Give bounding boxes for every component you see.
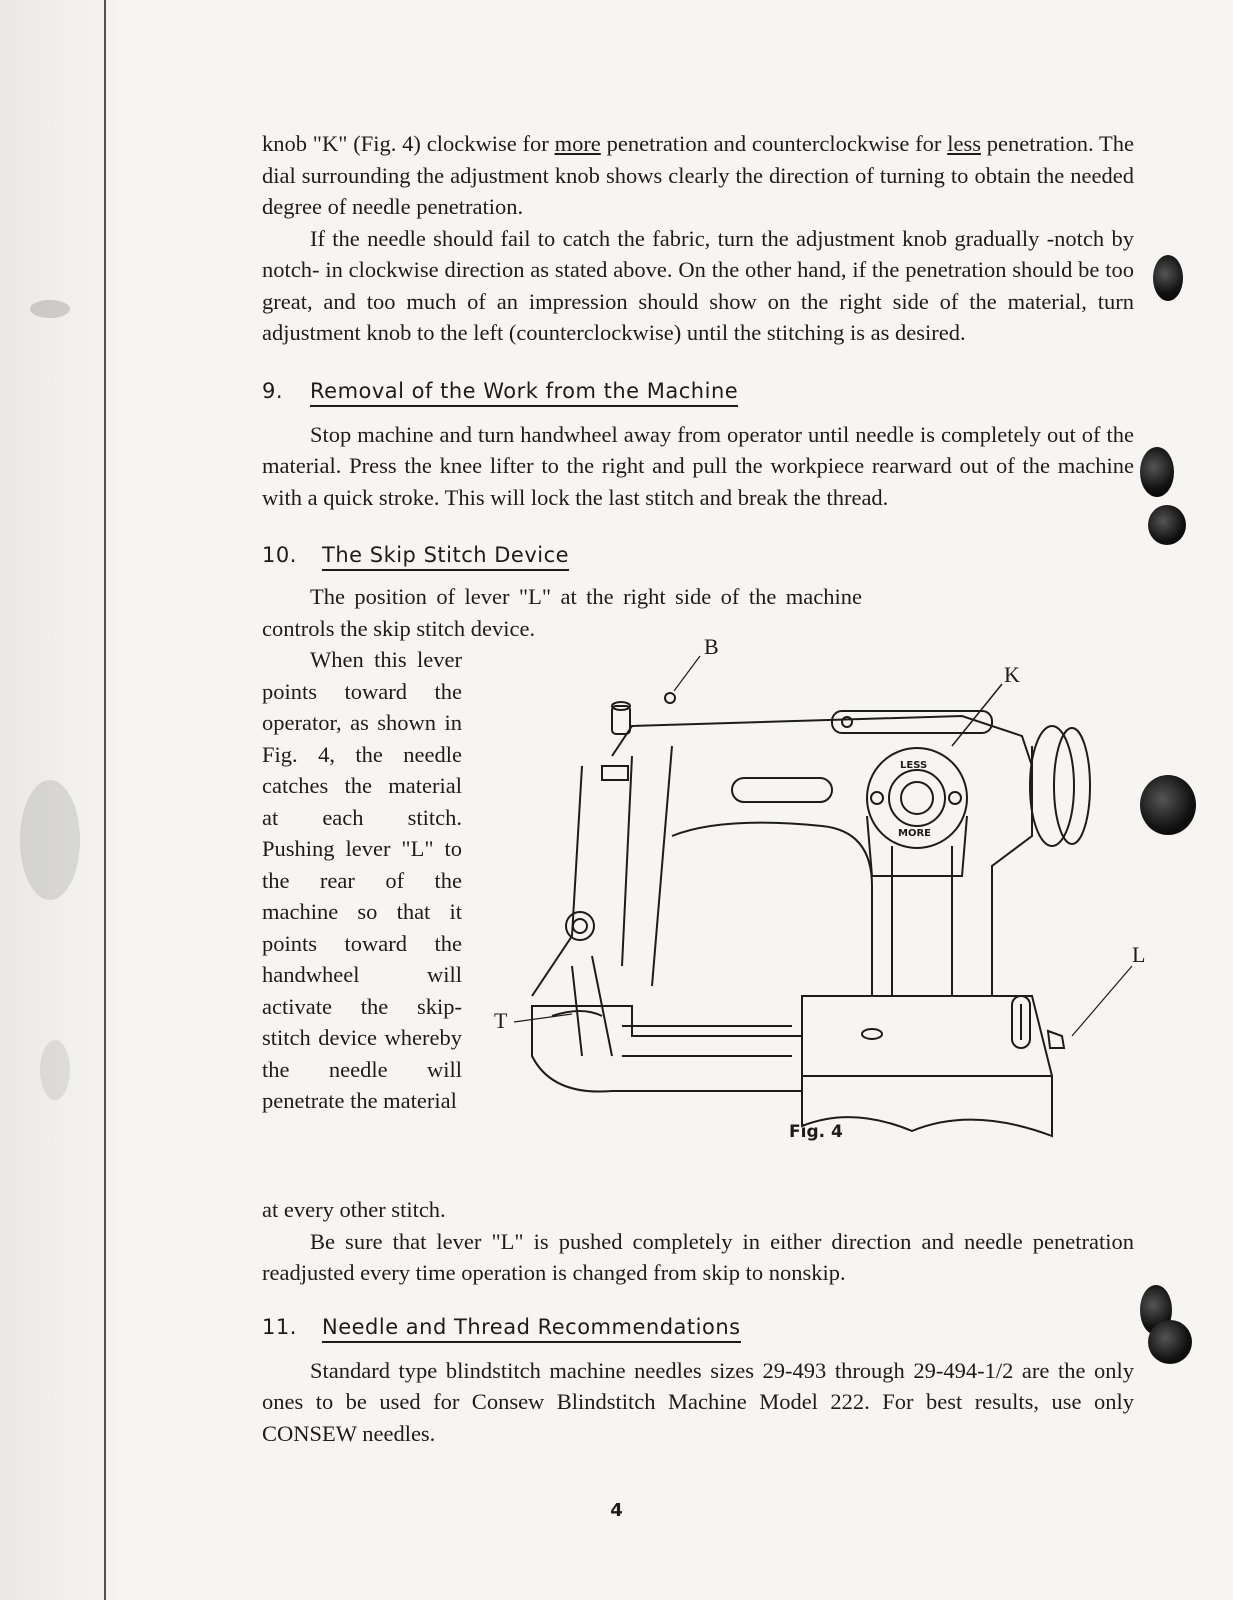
section-10-body-end: at every other stitch. (262, 1197, 446, 1222)
label-l: L (1132, 942, 1146, 967)
nameplate-oval (732, 778, 832, 802)
section-9-number: 9. (262, 378, 284, 403)
presser-knob (566, 912, 594, 940)
figure-4-sewing-machine (492, 636, 1172, 1196)
top-slot (832, 711, 992, 733)
punch-hole (1140, 447, 1174, 497)
more-word: more (554, 131, 601, 156)
penetration-dial (889, 770, 945, 826)
dial-more-label: MORE (898, 828, 931, 839)
section-11-title: Needle and Thread Recommendations (322, 1315, 741, 1343)
section-11-heading (262, 1315, 1134, 1343)
pointer-b (674, 656, 700, 691)
machine-column (892, 846, 952, 996)
machine-back (992, 746, 1032, 996)
punch-hole (1148, 1320, 1192, 1364)
section-10-body: When this lever points toward the operator, as shown in Fig. 4, the needle catches the material at each stitch. Pushing lever "L" to the rear of the machine so that it points toward the handwheel will activate the skip-stitch device whereby the needle will penetrate the material (262, 647, 462, 1113)
label-b: B (704, 636, 719, 659)
machine-top-edge (612, 716, 1032, 766)
section-10-intro: The position of lever "L" at the right side of the machine controls the skip stitch device. (262, 584, 862, 641)
intro-paragraph: knob "K" (Fig. 4) clockwise for more penetration and counterclockwise for less penetration. The dial surrounding the adjustment knob shows clearly the direction of turning to obtain the needed degree of needle penetration. (262, 131, 1134, 219)
section-9-body: Stop machine and turn handwheel away from operator until needle is completely out of the material. Press the knee lifter to the right and pull the workpiece rearward out of the machine with a quick stroke. This will lock the last stitch and break the thread. (262, 421, 1134, 510)
scan-speck (20, 780, 80, 900)
section-11-number: 11. (262, 1314, 297, 1339)
punch-hole (1148, 505, 1186, 545)
page-number: 4 (610, 1500, 623, 1521)
thread-guide-b (665, 693, 675, 703)
punch-hole (1153, 255, 1183, 301)
pointer-k (952, 684, 1002, 746)
handwheel (1030, 726, 1074, 846)
label-k: K (1004, 662, 1020, 687)
section-9-heading (262, 379, 1134, 407)
machine-base (802, 996, 1052, 1136)
base-hole (862, 1029, 882, 1039)
binding-line (104, 0, 106, 1600)
section-10-heading (262, 543, 1134, 571)
section-10-number: 10. (262, 543, 297, 567)
dial-less-label: LESS (900, 760, 928, 771)
intro-paragraph-2: If the needle should fail to catch the fabric, turn the adjustment knob gradually -notch by notch- in clockwise direction as stated above. On the other hand, if the penetration should be too great, and too much of an impression should show on the right side of the material, turn adjustment knob to the left (counterclockwise) until the stitching is as desired. (262, 225, 1134, 345)
front-bed (532, 1006, 802, 1092)
lever-l (1048, 1031, 1064, 1048)
pointer-t (514, 1014, 572, 1022)
less-word: less (947, 131, 981, 156)
scan-speck (30, 300, 70, 318)
arm-curve (672, 823, 872, 996)
figure-row (262, 636, 1146, 1192)
label-t: T (494, 1008, 508, 1033)
figure-caption: Fig. 4 (789, 1122, 843, 1142)
section-10-note: Be sure that lever "L" is pushed completely in either direction and needle penetration readjusted every time operation is changed from skip to nonskip. (262, 1228, 1134, 1285)
section-11-body: Standard type blindstitch machine needles sizes 29-493 through 29-494-1/2 are the only ones to be used for Consew Blindstitch Machine Model 222. For best results, use only CONSEW needles. (262, 1357, 1134, 1446)
section-10-narrow-column (262, 644, 462, 1117)
scan-speck (40, 1040, 70, 1100)
section-10-title: The Skip Stitch Device (322, 543, 569, 571)
page-content (262, 128, 1146, 1449)
pointer-l (1072, 966, 1132, 1036)
section-9-title: Removal of the Work from the Machine (310, 379, 738, 407)
front-slot (602, 766, 628, 780)
machine-front-arm (532, 766, 582, 996)
